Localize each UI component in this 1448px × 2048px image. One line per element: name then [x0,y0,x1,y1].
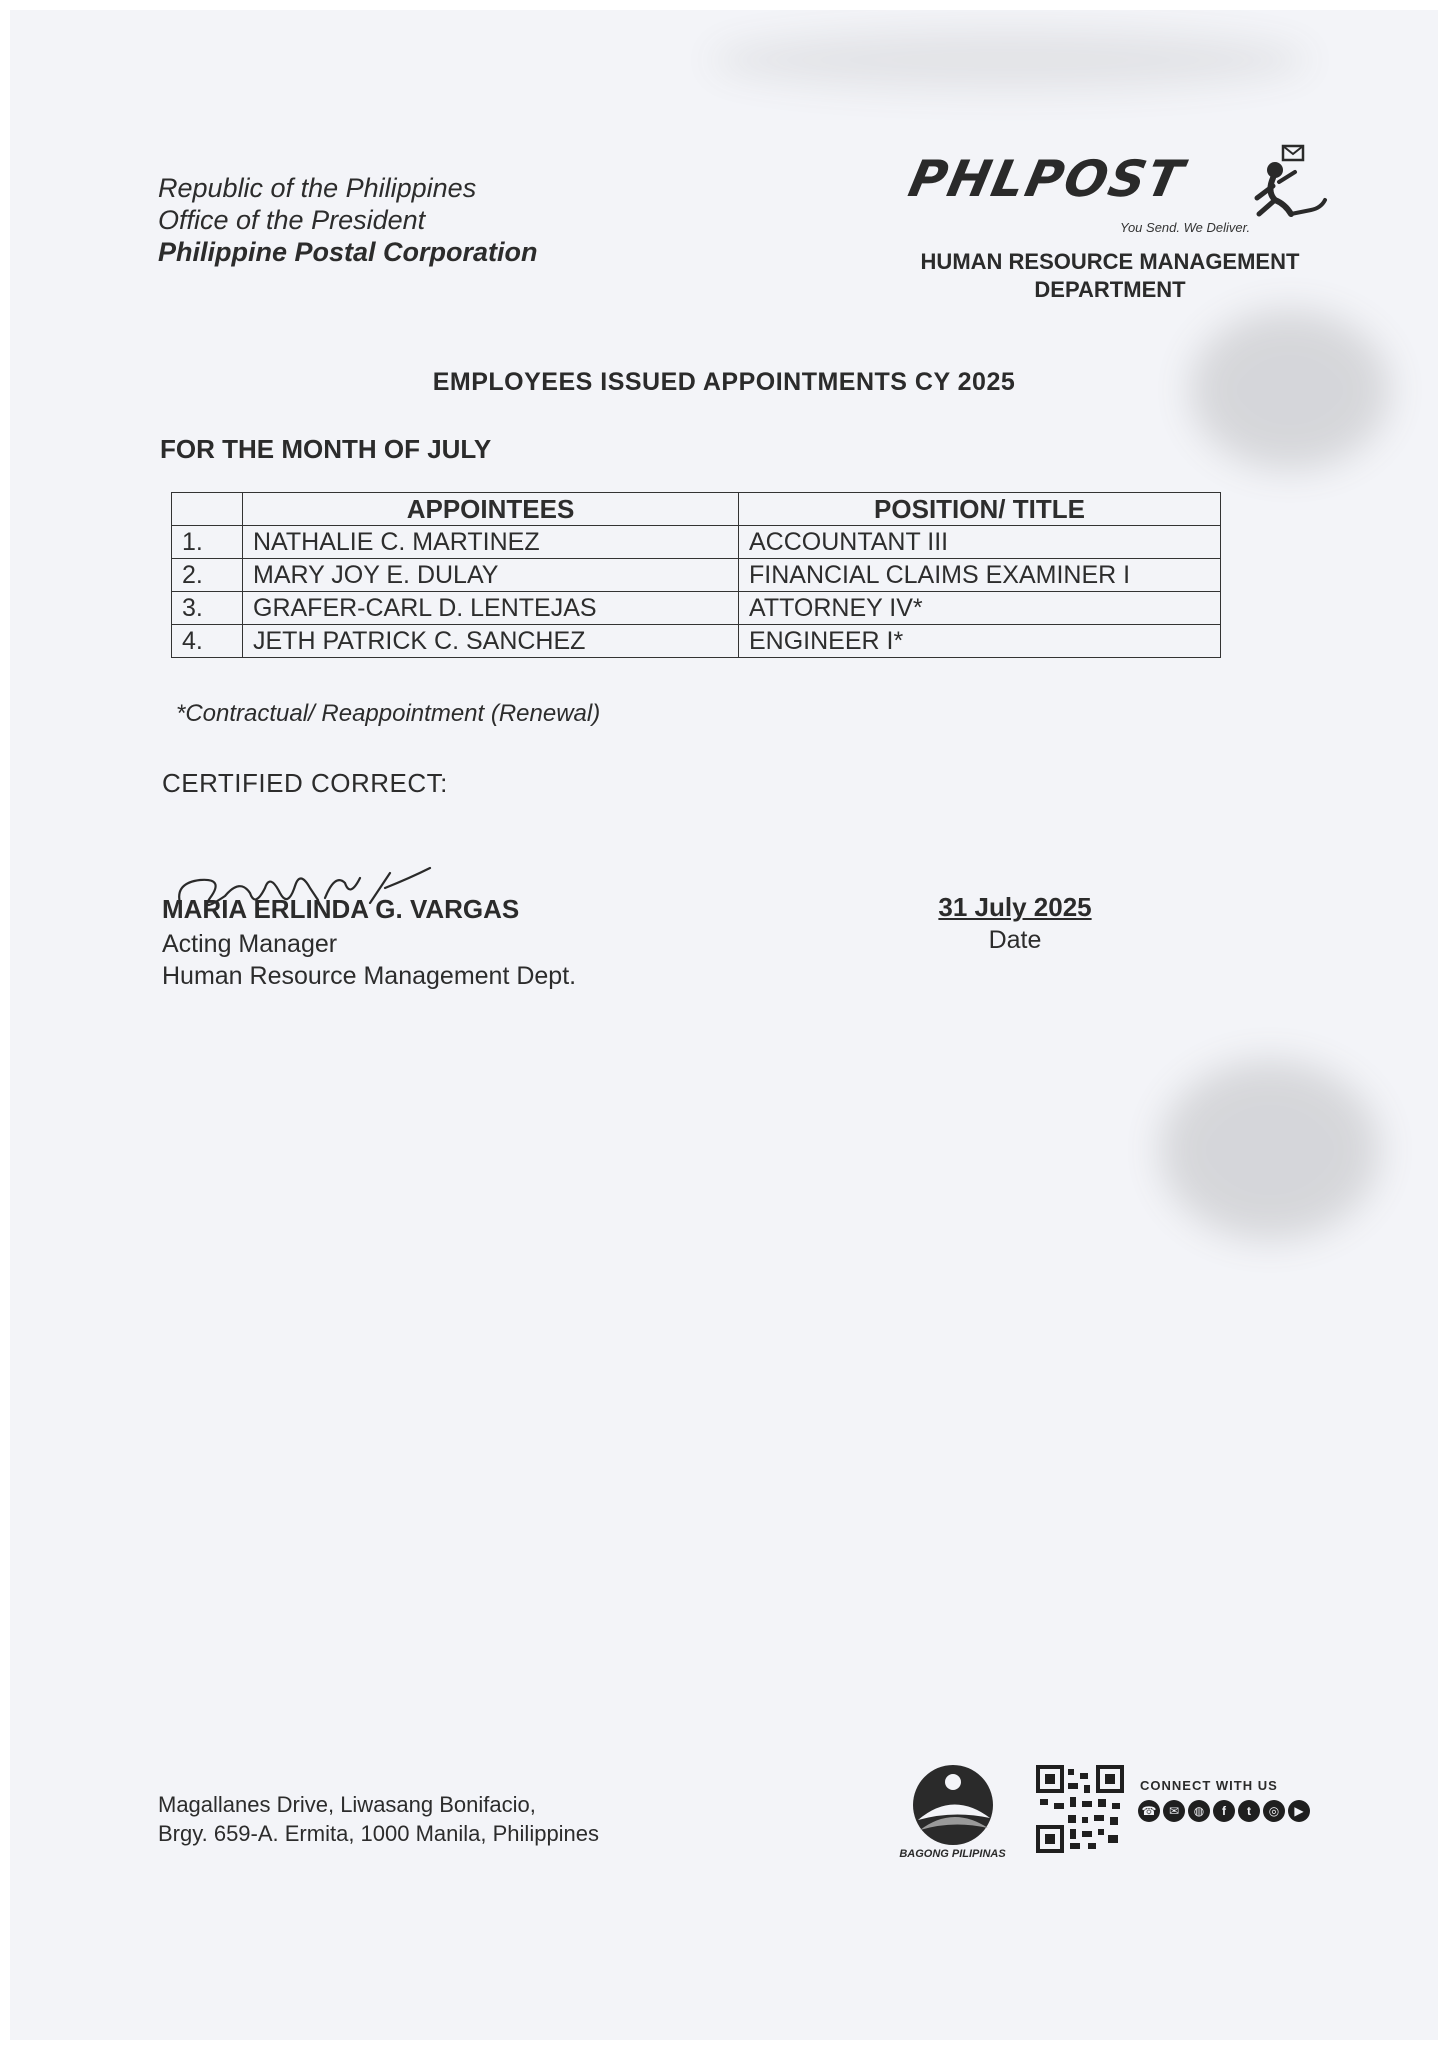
footer-address [158,1790,599,1848]
phlpost-logo-text: PHLPOST [903,150,1190,208]
signatory-title-block [162,928,576,992]
table-header-row [172,493,1221,526]
contractual-note: *Contractual/ Reappointment (Renewal) [176,700,601,727]
connect-label: CONNECT WITH US [1140,1778,1278,1793]
scan-smudge [1160,1060,1380,1240]
header-position: POSITION/ TITLE [739,493,1221,526]
bagong-pilipinas-text: BAGONG PILIPINAS [899,1848,1006,1860]
row-number: 4. [172,625,243,658]
scan-smudge [710,30,1310,90]
signatory-department: Human Resource Management Dept. [162,962,577,990]
position-title: ENGINEER I* [739,625,1221,658]
row-number: 2. [172,559,243,592]
table-row [172,592,1221,625]
instagram-icon[interactable]: ◎ [1263,1800,1285,1822]
row-number: 3. [172,592,243,625]
table-row [172,526,1221,559]
appointments-table [171,492,1221,658]
phone-icon[interactable]: ☎ [1138,1800,1160,1822]
table-row [172,625,1221,658]
document-page [10,10,1438,2040]
facebook-icon[interactable]: f [1213,1800,1235,1822]
row-number: 1. [172,526,243,559]
mail-runner-icon [1245,142,1330,227]
table-row [172,559,1221,592]
header-appointees: APPOINTEES [243,493,739,526]
address-line-2: Brgy. 659-A. Ermita, 1000 Manila, Philippines [158,1821,600,1846]
qr-code-icon[interactable] [1036,1765,1124,1853]
signatory-title: Acting Manager [162,930,338,958]
twitter-icon[interactable]: t [1238,1800,1260,1822]
header-republic: Republic of the Philippines [158,173,477,203]
date-label: Date [988,926,1042,954]
address-line-1: Magallanes Drive, Liwasang Bonifacio, [158,1792,536,1817]
social-icons-row [1138,1800,1310,1822]
date-value: 31 July 2025 [938,892,1092,922]
appointee-name: MARY JOY E. DULAY [243,559,739,592]
position-title: FINANCIAL CLAIMS EXAMINER I [739,559,1221,592]
header-number [172,493,243,526]
header-office: Office of the President [158,205,426,235]
appointee-name: JETH PATRICK C. SANCHEZ [243,625,739,658]
appointee-name: NATHALIE C. MARTINEZ [243,526,739,559]
position-title: ATTORNEY IV* [739,592,1221,625]
web-icon[interactable]: ◍ [1188,1800,1210,1822]
department-heading: HUMAN RESOURCE MANAGEMENT DEPARTMENT [920,249,1300,302]
appointee-name: GRAFER-CARL D. LENTEJAS [243,592,739,625]
header-agency-block [158,172,538,268]
mail-icon[interactable]: ✉ [1163,1800,1185,1822]
month-label: FOR THE MONTH OF JULY [160,434,492,464]
certified-label: CERTIFIED CORRECT: [162,768,448,798]
phlpost-tagline: You Send. We Deliver. [1120,220,1251,235]
header-corporation: Philippine Postal Corporation [158,237,538,267]
bagong-pilipinas-logo-icon [898,1760,1008,1860]
youtube-icon[interactable]: ▶ [1288,1800,1310,1822]
signatory-name: MARIA ERLINDA G. VARGAS [162,894,520,924]
position-title: ACCOUNTANT III [739,526,1221,559]
document-title: EMPLOYEES ISSUED APPOINTMENTS CY 2025 [432,368,1016,396]
